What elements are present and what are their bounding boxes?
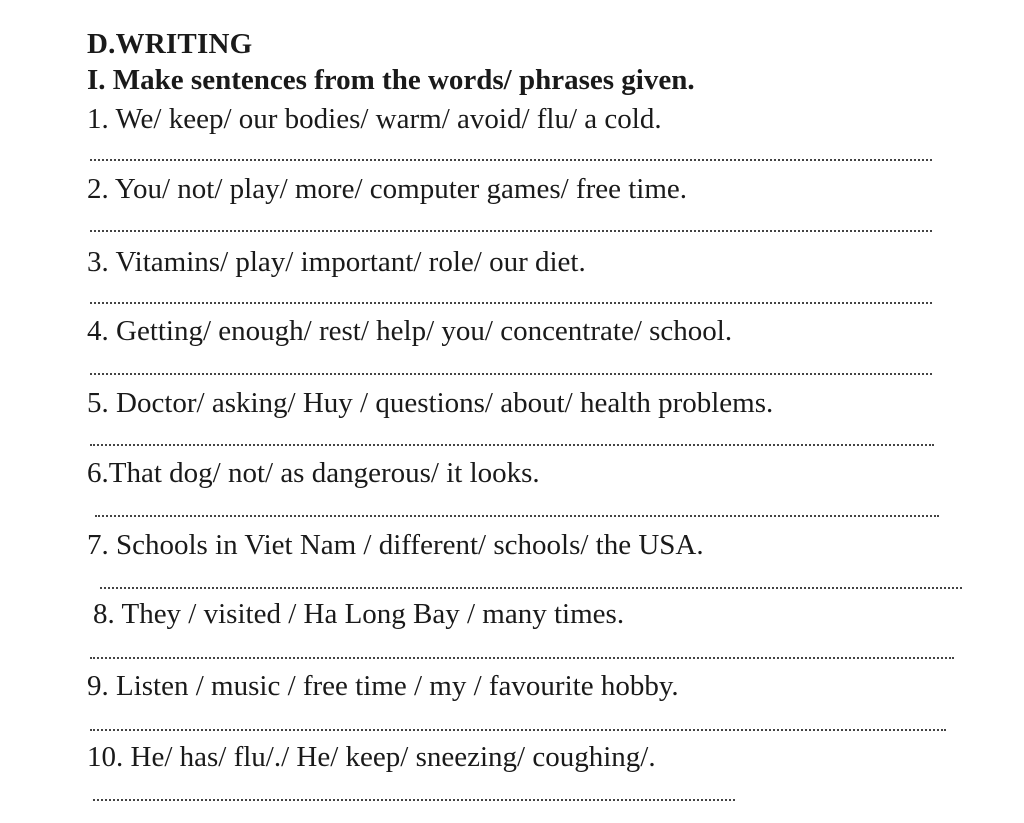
answer-line-9[interactable] (90, 729, 946, 731)
answer-line-7[interactable] (100, 587, 962, 589)
exercise-item-1: 1. We/ keep/ our bodies/ warm/ avoid/ flu/ a cold. (87, 103, 662, 135)
exercise-item-7: 7. Schools in Viet Nam / different/ schools/ the USA. (87, 529, 704, 561)
answer-line-8[interactable] (90, 657, 954, 659)
answer-line-10[interactable] (93, 799, 735, 801)
answer-line-5[interactable] (90, 444, 934, 446)
exercise-item-6: 6.That dog/ not/ as dangerous/ it looks. (87, 457, 540, 489)
answer-line-3[interactable] (90, 302, 932, 304)
exercise-item-9: 9. Listen / music / free time / my / favourite hobby. (87, 670, 679, 702)
exercise-item-5: 5. Doctor/ asking/ Huy / questions/ about/ health problems. (87, 387, 774, 419)
exercise-item-8: 8. They / visited / Ha Long Bay / many times. (93, 598, 625, 630)
answer-line-6[interactable] (95, 515, 939, 517)
exercise-item-3: 3. Vitamins/ play/ important/ role/ our diet. (87, 246, 586, 278)
instruction: I. Make sentences from the words/ phrases given. (87, 64, 695, 96)
exercise-item-2: 2. You/ not/ play/ more/ computer games/ free time. (87, 173, 688, 205)
answer-line-4[interactable] (90, 373, 932, 375)
answer-line-2[interactable] (90, 230, 932, 232)
exercise-item-10: 10. He/ has/ flu/./ He/ keep/ sneezing/ coughing/. (87, 741, 656, 773)
answer-line-1[interactable] (90, 159, 932, 161)
exercise-item-4: 4. Getting/ enough/ rest/ help/ you/ concentrate/ school. (87, 315, 733, 347)
section-title: D.WRITING (87, 28, 253, 60)
